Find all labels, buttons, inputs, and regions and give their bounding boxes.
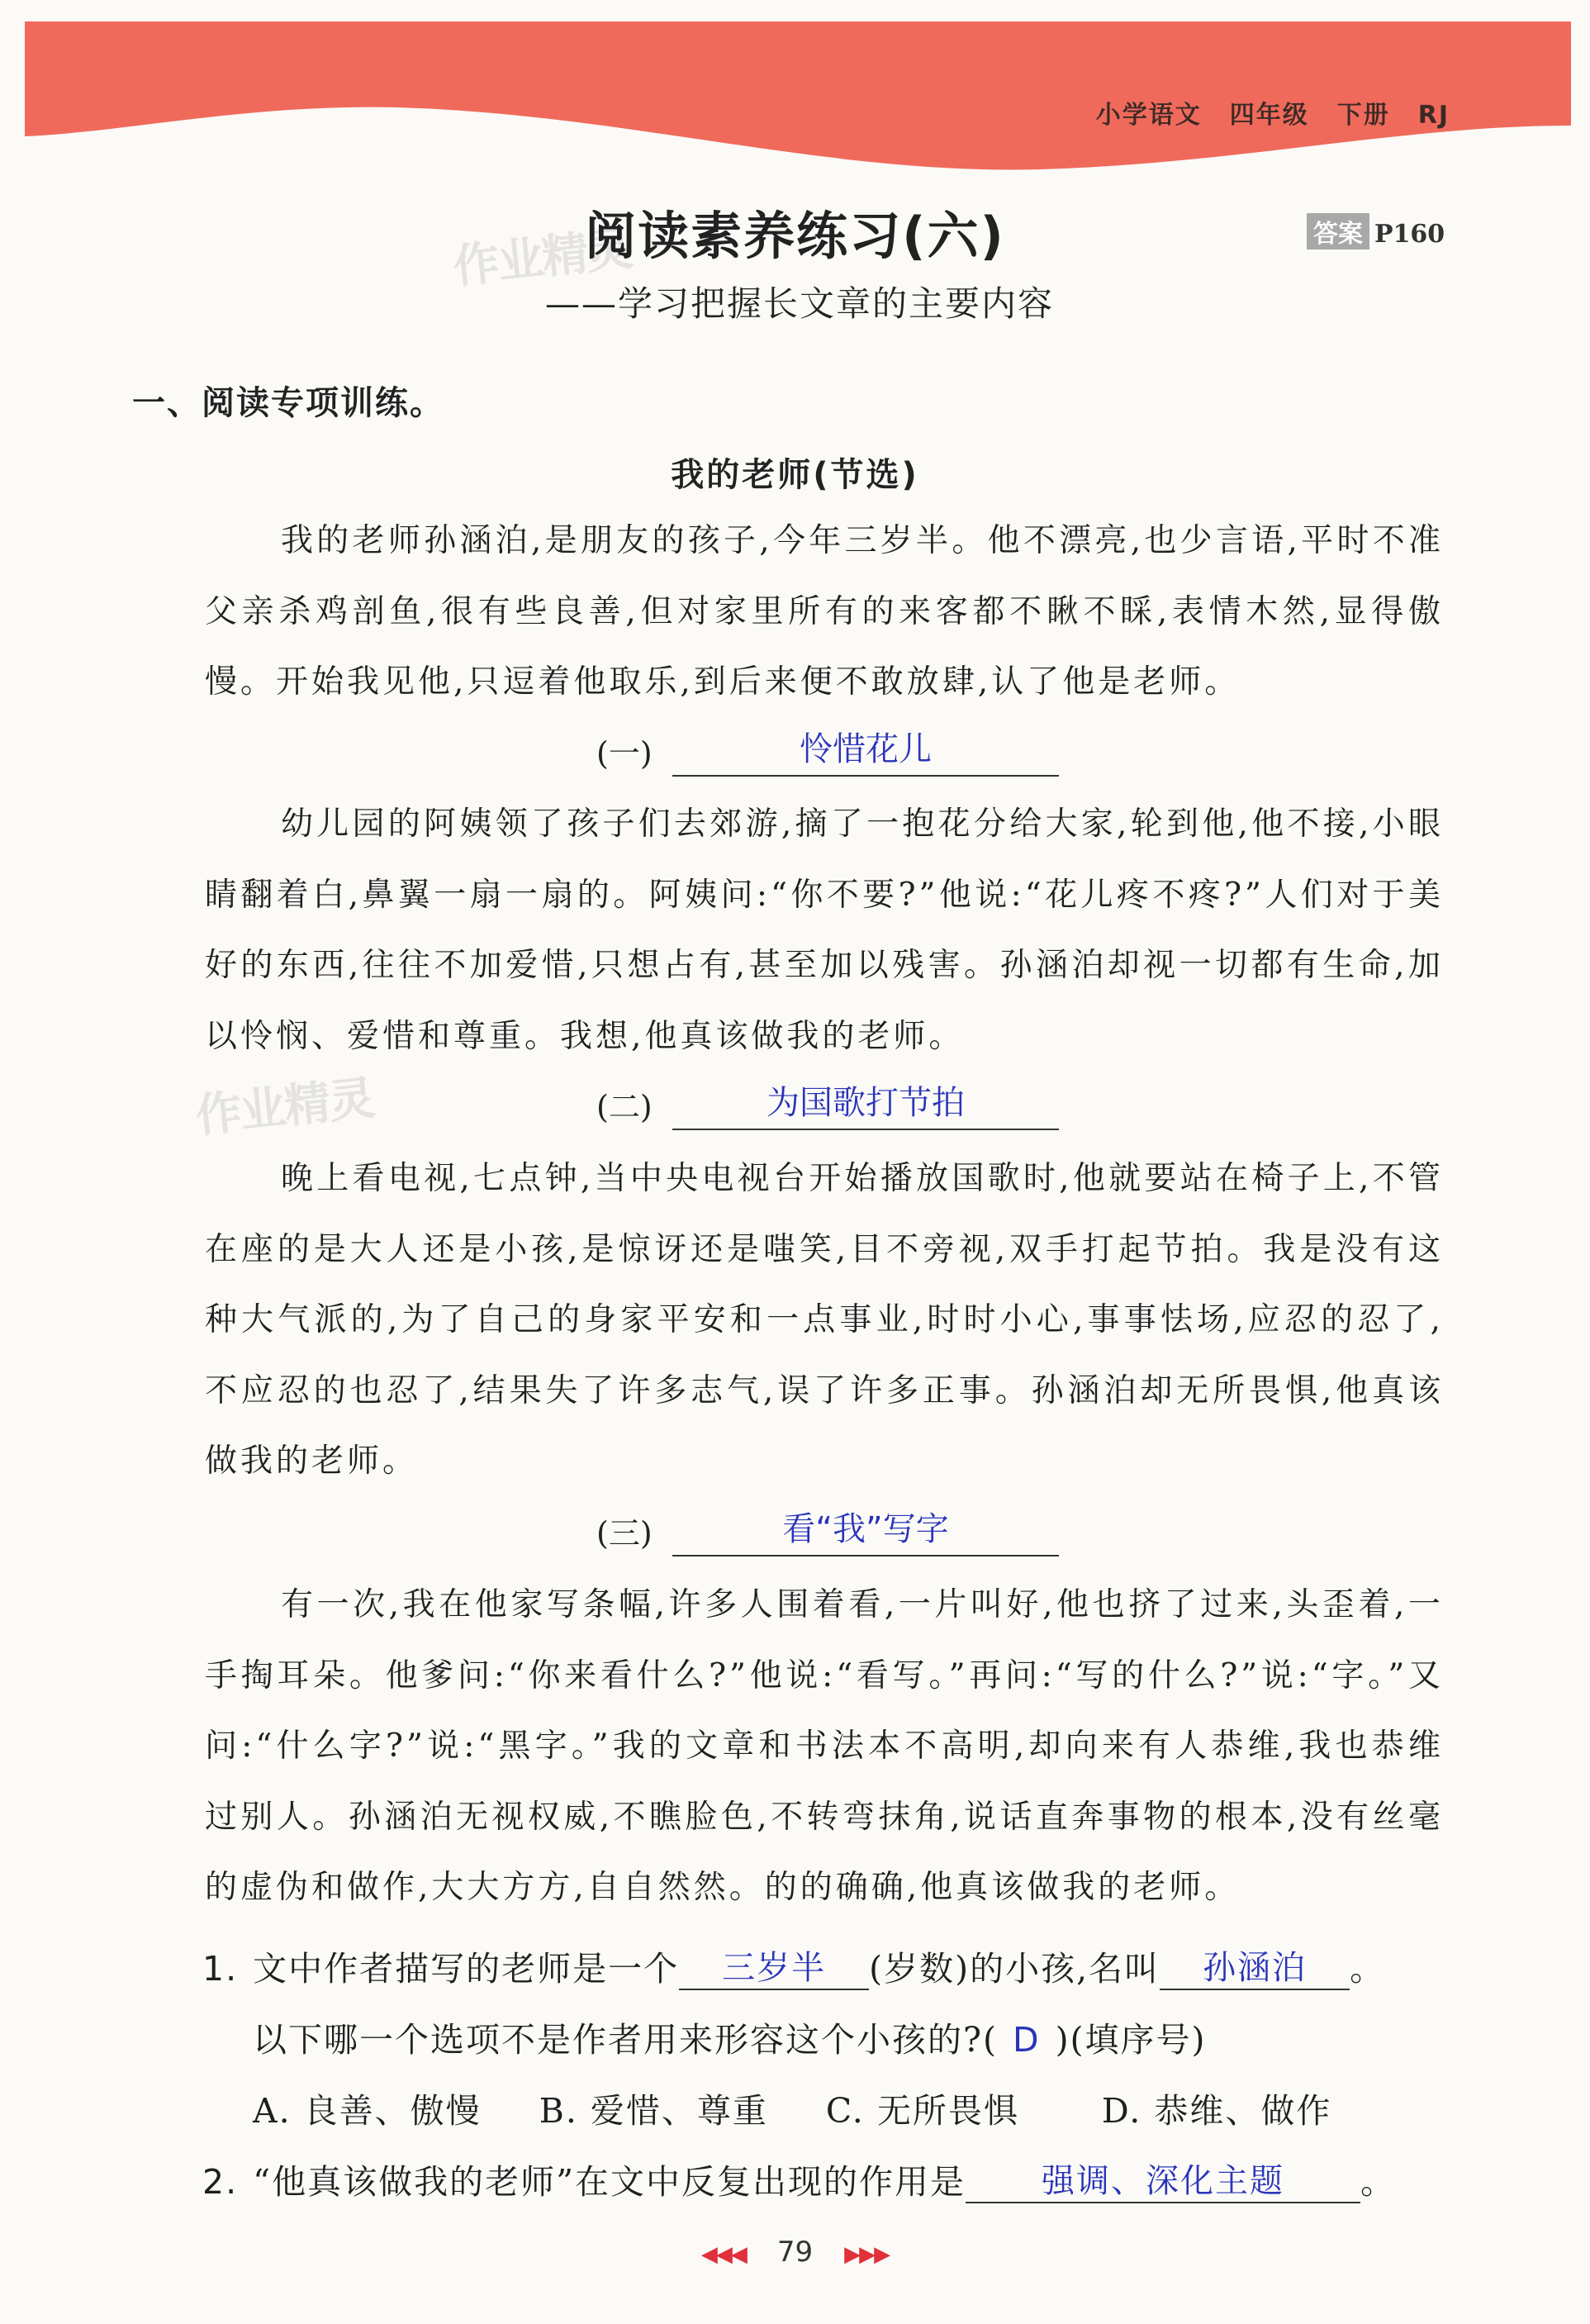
answer-line — [672, 1555, 1059, 1556]
section-heading: 一、阅读专项训练。 — [132, 384, 444, 422]
option-d: D. 恭维、做作 — [1101, 2091, 1332, 2131]
article-title: 我的老师(节选) — [671, 456, 919, 494]
answer-tag: 答案 — [1307, 213, 1369, 250]
section-subheading — [596, 1081, 1059, 1130]
header-band — [0, 0, 1590, 182]
handwritten-answer: 为国歌打节拍 — [767, 1084, 965, 1122]
answer-line — [672, 775, 1059, 777]
question-text: 。 — [1350, 1949, 1386, 1989]
answer-page: P160 — [1374, 220, 1445, 249]
edition-label: RJ — [1417, 101, 1450, 130]
answer-blank-name[interactable]: 孙涵泊 — [1160, 1941, 1350, 1990]
subject-label: 小学语文 — [1095, 101, 1202, 130]
grade-label: 四年级 — [1229, 101, 1309, 130]
article-intro: 我的老师孙涵泊,是朋友的孩子,今年三岁半。他不漂亮,也少言语,平时不准父亲杀鸡剖鱼,很有些良善,但对家里所有的来客都不瞅不睬,表情木然,显得傲慢。开始我见他,只逗着他取乐,到后来便不敢放肆,认了他是老师。 — [205, 522, 1444, 701]
section-number: (三) — [596, 1515, 653, 1552]
header-meta — [1068, 94, 1450, 131]
question-1 — [202, 1941, 1385, 1992]
question-text: “他真该做我的老师”在文中反复出现的作用是 — [253, 2162, 966, 2202]
handwritten-answer: 看“我”写字 — [782, 1510, 949, 1548]
page-footer — [0, 2236, 1590, 2269]
option-c: C. 无所畏惧 — [825, 2091, 1019, 2131]
section-subheading — [596, 1507, 1059, 1556]
section-subheading — [596, 727, 1059, 777]
question-number: 1. — [202, 1949, 239, 1989]
question-text: 以下哪一个选项不是作者用来形容这个小孩的?( — [253, 2020, 998, 2060]
question-text: (岁数)的小孩,名叫 — [869, 1949, 1160, 1989]
handwritten-answer: 怜惜花儿 — [800, 730, 932, 768]
page-title: 阅读素养练习(六) — [585, 206, 1005, 266]
question-1-options — [253, 2084, 1331, 2132]
right-arrows-icon: ▶▶▶ — [844, 2242, 890, 2267]
question-text: 文中作者描写的老师是一个 — [253, 1949, 680, 1989]
answer-reference — [1307, 213, 1445, 250]
watermark: 作业精灵 — [192, 1071, 377, 1144]
section-number: (一) — [596, 735, 653, 772]
question-1-choice — [253, 2013, 1207, 2061]
answer-choice[interactable]: D — [1012, 2020, 1041, 2060]
watermark: 作业精灵 — [450, 221, 634, 295]
section-paragraph: 幼儿园的阿姨领了孩子们去郊游,摘了一抱花分给大家,轮到他,他不接,小眼睛翻着白,鼻翼一扇一扇的。阿姨问:“你不要?”他说:“花儿疼不疼?”人们对于美好的东西,往往不加爱惜,只想占有,甚至加以残害。孙涵泊却视一切都有生命,加以怜悯、爱惜和尊重。我想,他真该做我的老师。 — [205, 806, 1444, 1055]
question-text: 。 — [1360, 2162, 1397, 2202]
page-number: 79 — [776, 2236, 814, 2269]
option-b: B. 爱惜、尊重 — [539, 2091, 768, 2131]
section-paragraph: 有一次,我在他家写条幅,许多人围着看,一片叫好,他也挤了过来,头歪着,一手掏耳朵。他爹问:“你来看什么?”他说:“看写。”再问:“写的什么?”说:“字。”又问:“什么字?”说:“黑字。”我的文章和书法本不高明,却向来有人恭维,我也恭维过别人。孙涵泊无视权威,不瞧脸色,不转弯抹角,说话直奔事物的根本,没有丝毫的虚伪和做作,大大方方,自自然然。的的确确,他真该做我的老师。 — [205, 1586, 1444, 1906]
answer-line — [672, 1129, 1059, 1130]
answer-blank-purpose[interactable]: 强调、深化主题 — [966, 2155, 1360, 2203]
question-text: )(填序号) — [1055, 2020, 1207, 2060]
page-subtitle: ——学习把握长文章的主要内容 — [545, 283, 1055, 324]
left-arrows-icon: ◀◀◀ — [700, 2242, 746, 2267]
question-number: 2. — [202, 2162, 239, 2202]
section-number: (二) — [596, 1089, 653, 1125]
option-a: A. 良善、傲慢 — [253, 2091, 482, 2131]
section-paragraph: 晚上看电视,七点钟,当中央电视台开始播放国歌时,他就要站在椅子上,不管在座的是大人还是小孩,是惊讶还是嗤笑,目不旁视,双手打起节拍。我是没有这种大气派的,为了自己的身家平安和一点事业,时时小心,事事怯场,应忍的忍了,不应忍的也忍了,结果失了许多志气,误了许多正事。孙涵泊却无所畏惧,他真该做我的老师。 — [205, 1160, 1444, 1480]
answer-blank-age[interactable]: 三岁半 — [679, 1941, 869, 1990]
question-2 — [202, 2155, 1396, 2205]
volume-label: 下册 — [1336, 101, 1390, 130]
